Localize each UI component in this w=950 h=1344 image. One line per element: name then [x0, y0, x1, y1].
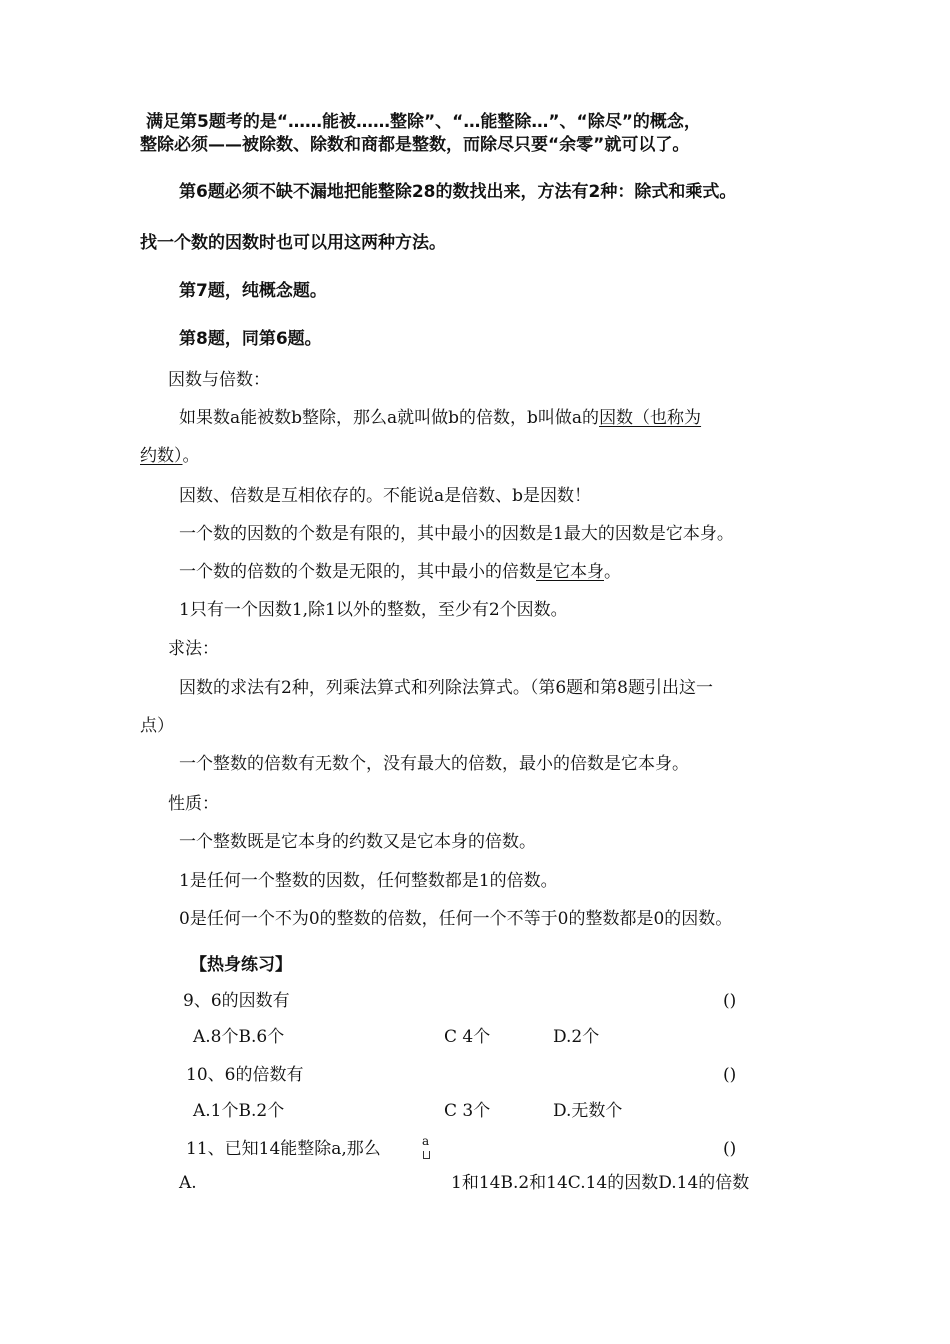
concepts-heading: 因数与倍数： — [168, 370, 270, 390]
concept-point-4: 1只有一个因数1,除1以外的整数，至少有2个因数。 — [179, 600, 568, 620]
definition-line-1 — [179, 407, 701, 429]
note-line-3: 第6题必须不缺不漏地把能整除28的数找出来，方法有2种：除式和乘式。 — [179, 182, 737, 202]
definition-text: 如果数a能被数b整除，那么a就叫做b的倍数，b叫做a的 — [179, 408, 600, 428]
concept-point-3-text: 一个数的倍数的个数是无限的，其中最小的倍数 — [179, 562, 536, 582]
concept-point-3-underlined: 是它本身 — [536, 562, 604, 582]
exercise-heading: 【热身练习】 — [190, 955, 292, 975]
definition-divisor-term: 约数） — [140, 446, 183, 466]
note-line-2: 整除必须——被除数、除数和商都是整数，而除尽只要“余零”就可以了。 — [140, 135, 690, 155]
definition-end: 。 — [182, 446, 200, 466]
method-line-1: 因数的求法有2种，列乘法算式和列除法算式。（第6题和第8题引出这一 — [179, 678, 713, 698]
concept-point-1: 因数、倍数是互相依存的。不能说a是倍数、b是因数！ — [179, 486, 592, 506]
note-line-4: 找一个数的因数时也可以用这两种方法。 — [140, 233, 446, 253]
fraction-box-icon — [423, 1151, 430, 1159]
question-10-option-d: D.无数个 — [553, 1101, 623, 1121]
question-9-answer-blank: () — [723, 991, 737, 1011]
question-11-option-a: A. — [179, 1173, 197, 1193]
question-10-option-ab: A.1个B.2个 — [193, 1101, 285, 1121]
definition-line-2 — [140, 445, 200, 467]
concept-point-3 — [179, 561, 621, 583]
question-9: 9、6的因数有 — [183, 991, 290, 1011]
question-9-option-c: C 4个 — [444, 1027, 491, 1047]
question-11-answer-blank: () — [723, 1139, 737, 1159]
method-line-1-cont: 点） — [140, 716, 174, 736]
concept-point-2: 一个数的因数的个数是有限的，其中最小的因数是1最大的因数是它本身。 — [179, 524, 734, 544]
question-10-answer-blank: () — [723, 1065, 737, 1085]
question-11-fraction-var: a — [422, 1134, 430, 1148]
question-10-option-c: C 3个 — [444, 1101, 491, 1121]
question-9-option-d: D.2个 — [553, 1027, 600, 1047]
note-line-5: 第7题，纯概念题。 — [179, 281, 327, 301]
note-line-1: 满足第5题考的是“……能被……整除”、“…能整除…”、“除尽”的概念， — [146, 112, 701, 132]
question-11-fraction — [422, 1135, 430, 1159]
question-11-options-rest: 1和14B.2和14C.14的因数D.14的倍数 — [451, 1173, 750, 1193]
note-line-6: 第8题，同第6题。 — [179, 329, 322, 349]
definition-factor-term: 因数（也称为 — [599, 408, 702, 428]
property-1: 一个整数既是它本身的约数又是它本身的倍数。 — [179, 832, 536, 852]
question-11: 11、已知14能整除a,那么 — [186, 1139, 381, 1159]
question-10: 10、6的倍数有 — [186, 1065, 304, 1085]
property-3: 0是任何一个不为0的整数的倍数，任何一个不等于0的整数都是0的因数。 — [179, 909, 733, 929]
properties-heading: 性质： — [168, 794, 219, 814]
method-line-2: 一个整数的倍数有无数个，没有最大的倍数，最小的倍数是它本身。 — [179, 754, 689, 774]
method-heading: 求法： — [168, 639, 219, 659]
property-2: 1是任何一个整数的因数，任何整数都是1的倍数。 — [179, 871, 558, 891]
question-9-option-ab: A.8个B.6个 — [193, 1027, 285, 1047]
concept-point-3-end: 。 — [604, 562, 621, 582]
